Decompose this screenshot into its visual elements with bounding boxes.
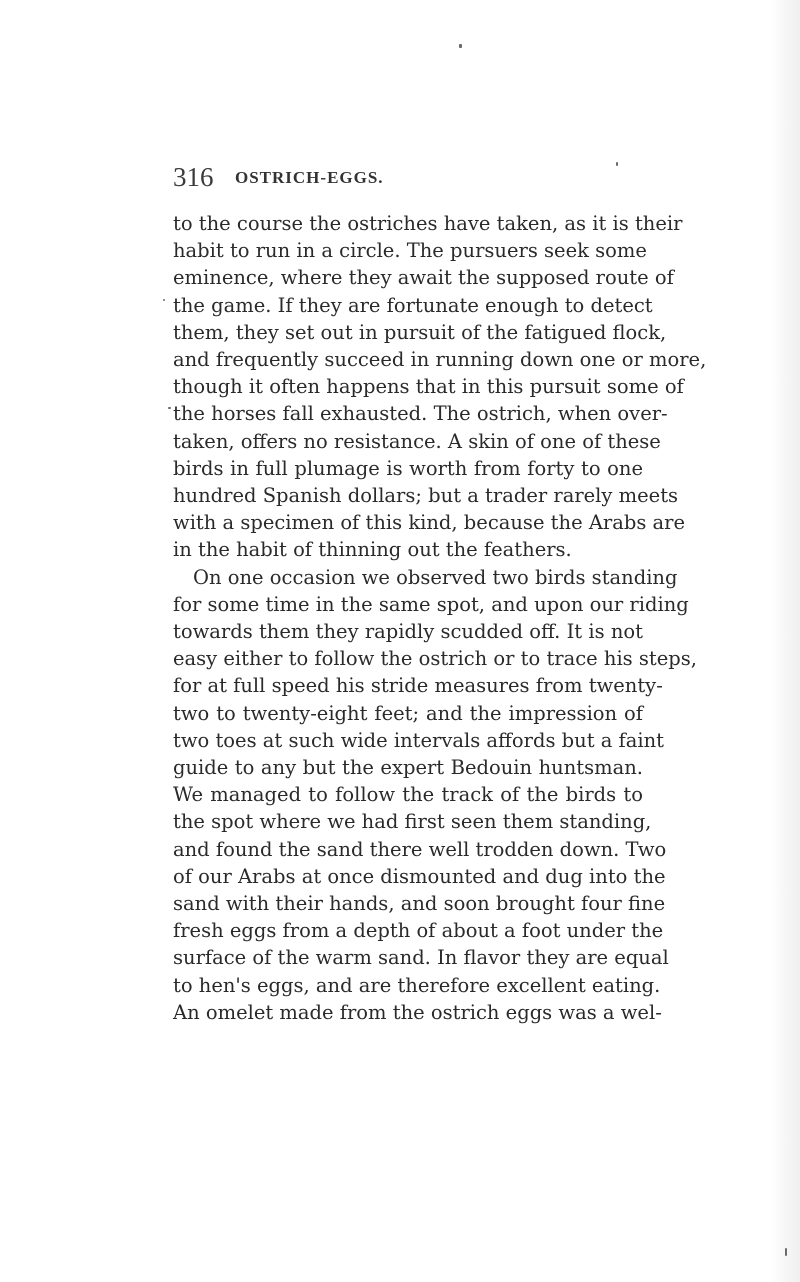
text-line: the game. If they are fortunate enough to detect	[173, 293, 653, 317]
text-line: We managed to follow the track of the birds to	[173, 783, 643, 807]
speck-mark	[785, 1248, 787, 1256]
running-head: OSTRICH-EGGS.	[235, 168, 384, 187]
page-edge-shadow	[770, 0, 800, 1282]
text-line: taken, offers no resistance. A skin of one of these	[173, 429, 661, 453]
text-line: for at full speed his stride measures from twenty-	[173, 674, 663, 698]
text-line: surface of the warm sand. In flavor they are equal	[173, 946, 669, 970]
text-line: though it often happens that in this pursuit some of	[173, 375, 684, 399]
text-line: and found the sand there well trodden down. Two	[173, 837, 667, 861]
speck-mark	[163, 299, 165, 301]
text-line: habit to run in a circle. The pursuers seek some	[173, 239, 647, 263]
text-line: An omelet made from the ostrich eggs was a wel-	[173, 1000, 662, 1024]
text-line: On one occasion we observed two birds standing	[193, 565, 678, 589]
text-line: two toes at such wide intervals affords but a faint	[173, 728, 665, 752]
text-line: guide to any but the expert Bedouin huntsman.	[173, 756, 643, 780]
text-line: hundred Spanish dollars; but a trader rarely meets	[173, 484, 679, 508]
text-line: birds in full plumage is worth from forty to one	[173, 456, 643, 480]
body-text	[173, 210, 707, 1026]
page-number: 316	[173, 162, 214, 192]
speck-mark	[459, 44, 462, 48]
text-line: easy either to follow the ostrich or to trace his steps,	[173, 647, 697, 671]
text-line: eminence, where they await the supposed route of	[173, 266, 674, 290]
text-line: sand with their hands, and soon brought four fine	[173, 892, 666, 916]
text-line: and frequently succeed in running down one or more,	[173, 348, 707, 372]
text-line: the horses fall exhausted. The ostrich, when over-	[173, 402, 668, 426]
text-line: for some time in the same spot, and upon our riding	[173, 592, 689, 616]
text-line: to the course the ostriches have taken, as it is their	[173, 212, 683, 235]
text-line: with a specimen of this kind, because the Arabs are	[173, 511, 686, 535]
text-line: fresh eggs from a depth of about a foot under the	[173, 919, 664, 943]
text-line: towards them they rapidly scudded off. It is not	[173, 620, 643, 644]
text-line: to hen's eggs, and are therefore excellent eating.	[173, 973, 661, 997]
text-line: them, they set out in pursuit of the fatigued flock,	[173, 320, 667, 344]
text-line: in the habit of thinning out the feathers.	[173, 538, 572, 562]
text-line: the spot where we had first seen them standing,	[173, 810, 652, 834]
page-header	[173, 162, 643, 192]
text-line: two to twenty-eight feet; and the impression of	[173, 701, 643, 725]
text-line: of our Arabs at once dismounted and dug into the	[173, 864, 666, 888]
speck-mark	[168, 407, 171, 409]
